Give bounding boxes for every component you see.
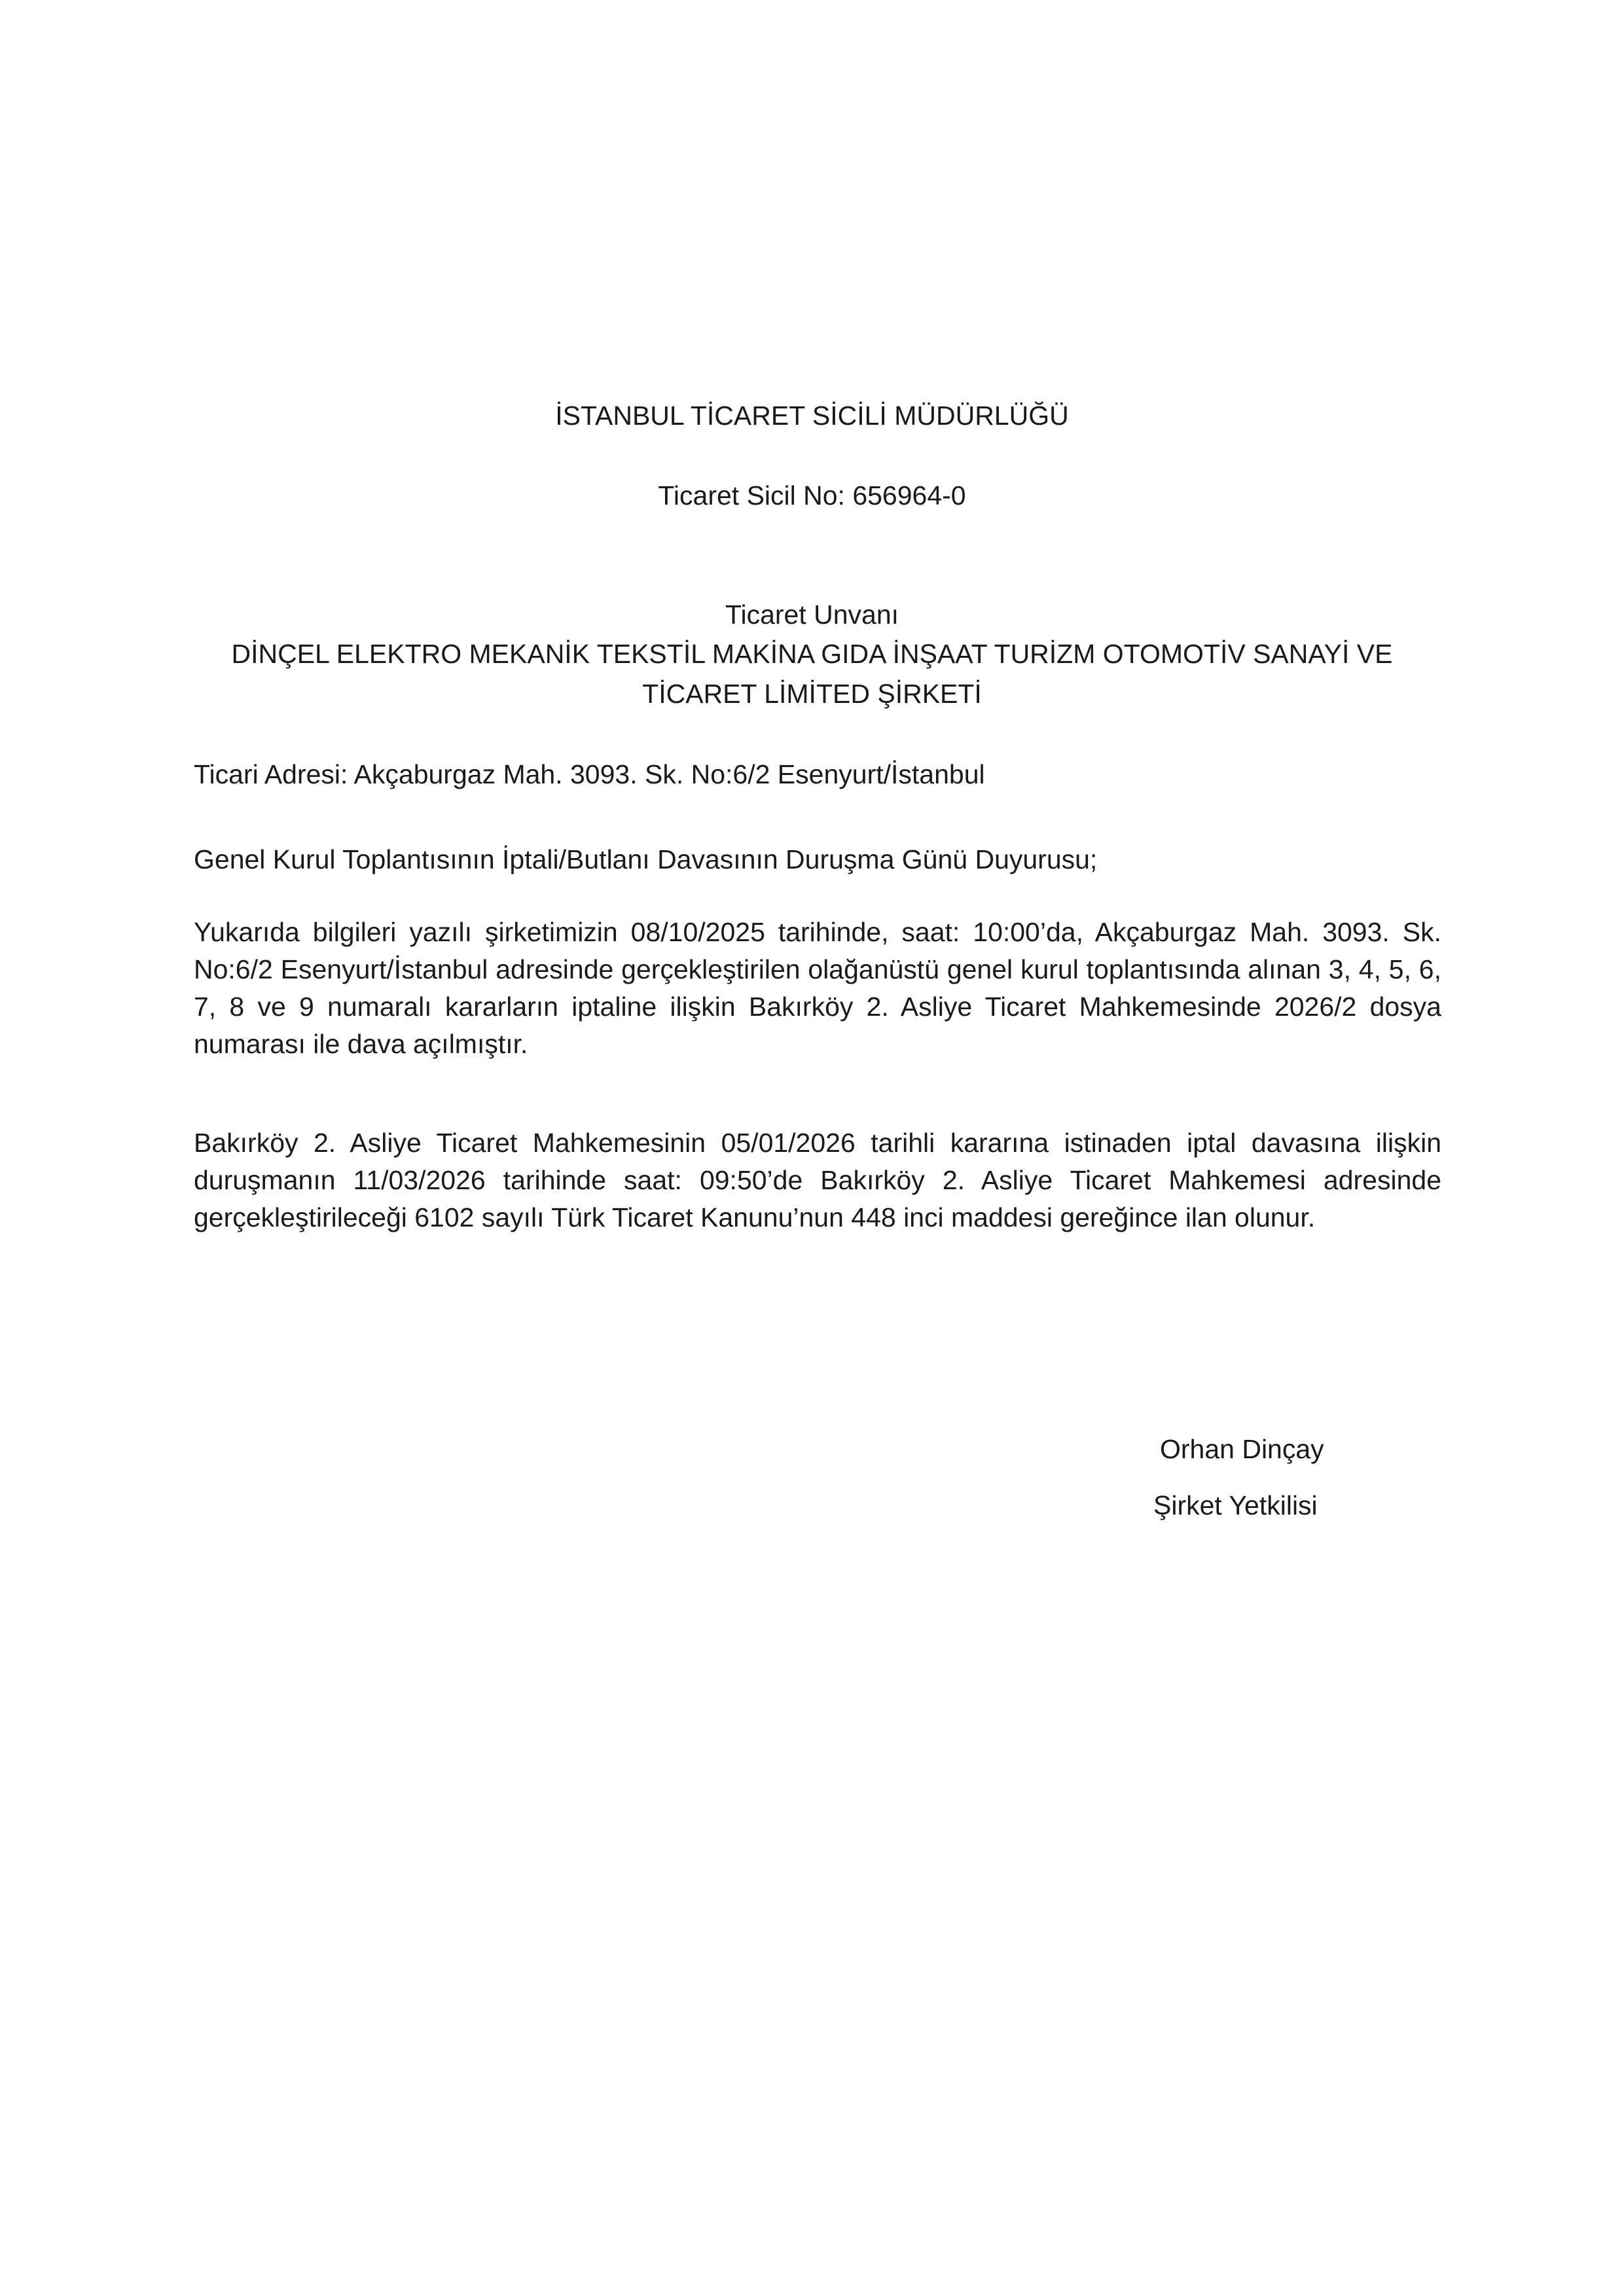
announcement-subject: Genel Kurul Toplantısının İptali/Butlanı Davasının Duruşma Günü Duyurusu;: [194, 844, 1098, 874]
signatory-role: Şirket Yetkilisi: [1153, 1490, 1318, 1520]
registry-number: Ticaret Sicil No: 656964-0: [658, 480, 966, 511]
commercial-address: Ticari Adresi: Akçaburgaz Mah. 3093. Sk. No:6/2 Esenyurt/İstanbul: [194, 759, 985, 789]
company-name-line-2: TİCARET LİMİTED ŞİRKETİ: [642, 679, 982, 709]
paragraph-hearing-date: Bakırköy 2. Asliye Ticaret Mahkemesinin 05/01/2026 tarihli kararına istinaden iptal davasına ilişkin duruşmanın 11/03/2026 tarihinde saat: 09:50’de Bakırköy 2. Asliye Ticaret Mahkemesi adresinde gerçekleştirileceği 6102 sayılı Türk Ticaret Kanunu’nun 448 inci maddesi gereğince ilan olunur.: [194, 1128, 1441, 1232]
registry-office-heading: İSTANBUL TİCARET SİCİLİ MÜDÜRLÜĞÜ: [555, 401, 1069, 431]
paragraph-lawsuit-filed: Yukarıda bilgileri yazılı şirketimizin 08/10/2025 tarihinde, saat: 10:00’da, Akçaburgaz Mah. 3093. Sk. No:6/2 Esenyurt/İstanbul adresinde gerçekleştirilen olağanüstü genel kurul toplantısında alınan 3, 4, 5, 6, 7, 8 ve 9 numaralı kararların iptaline ilişkin Bakırköy 2. Asliye Ticaret Mahkemesinde 2026/2 dosya numarası ile dava açılmıştır.: [194, 917, 1441, 1059]
company-title-label: Ticaret Unvanı: [725, 600, 899, 630]
company-name-line-1: DİNÇEL ELEKTRO MEKANİK TEKSTİL MAKİNA GIDA İNŞAAT TURİZM OTOMOTİV SANAYİ VE: [231, 639, 1393, 669]
signatory-name: Orhan Dinçay: [1160, 1434, 1324, 1464]
